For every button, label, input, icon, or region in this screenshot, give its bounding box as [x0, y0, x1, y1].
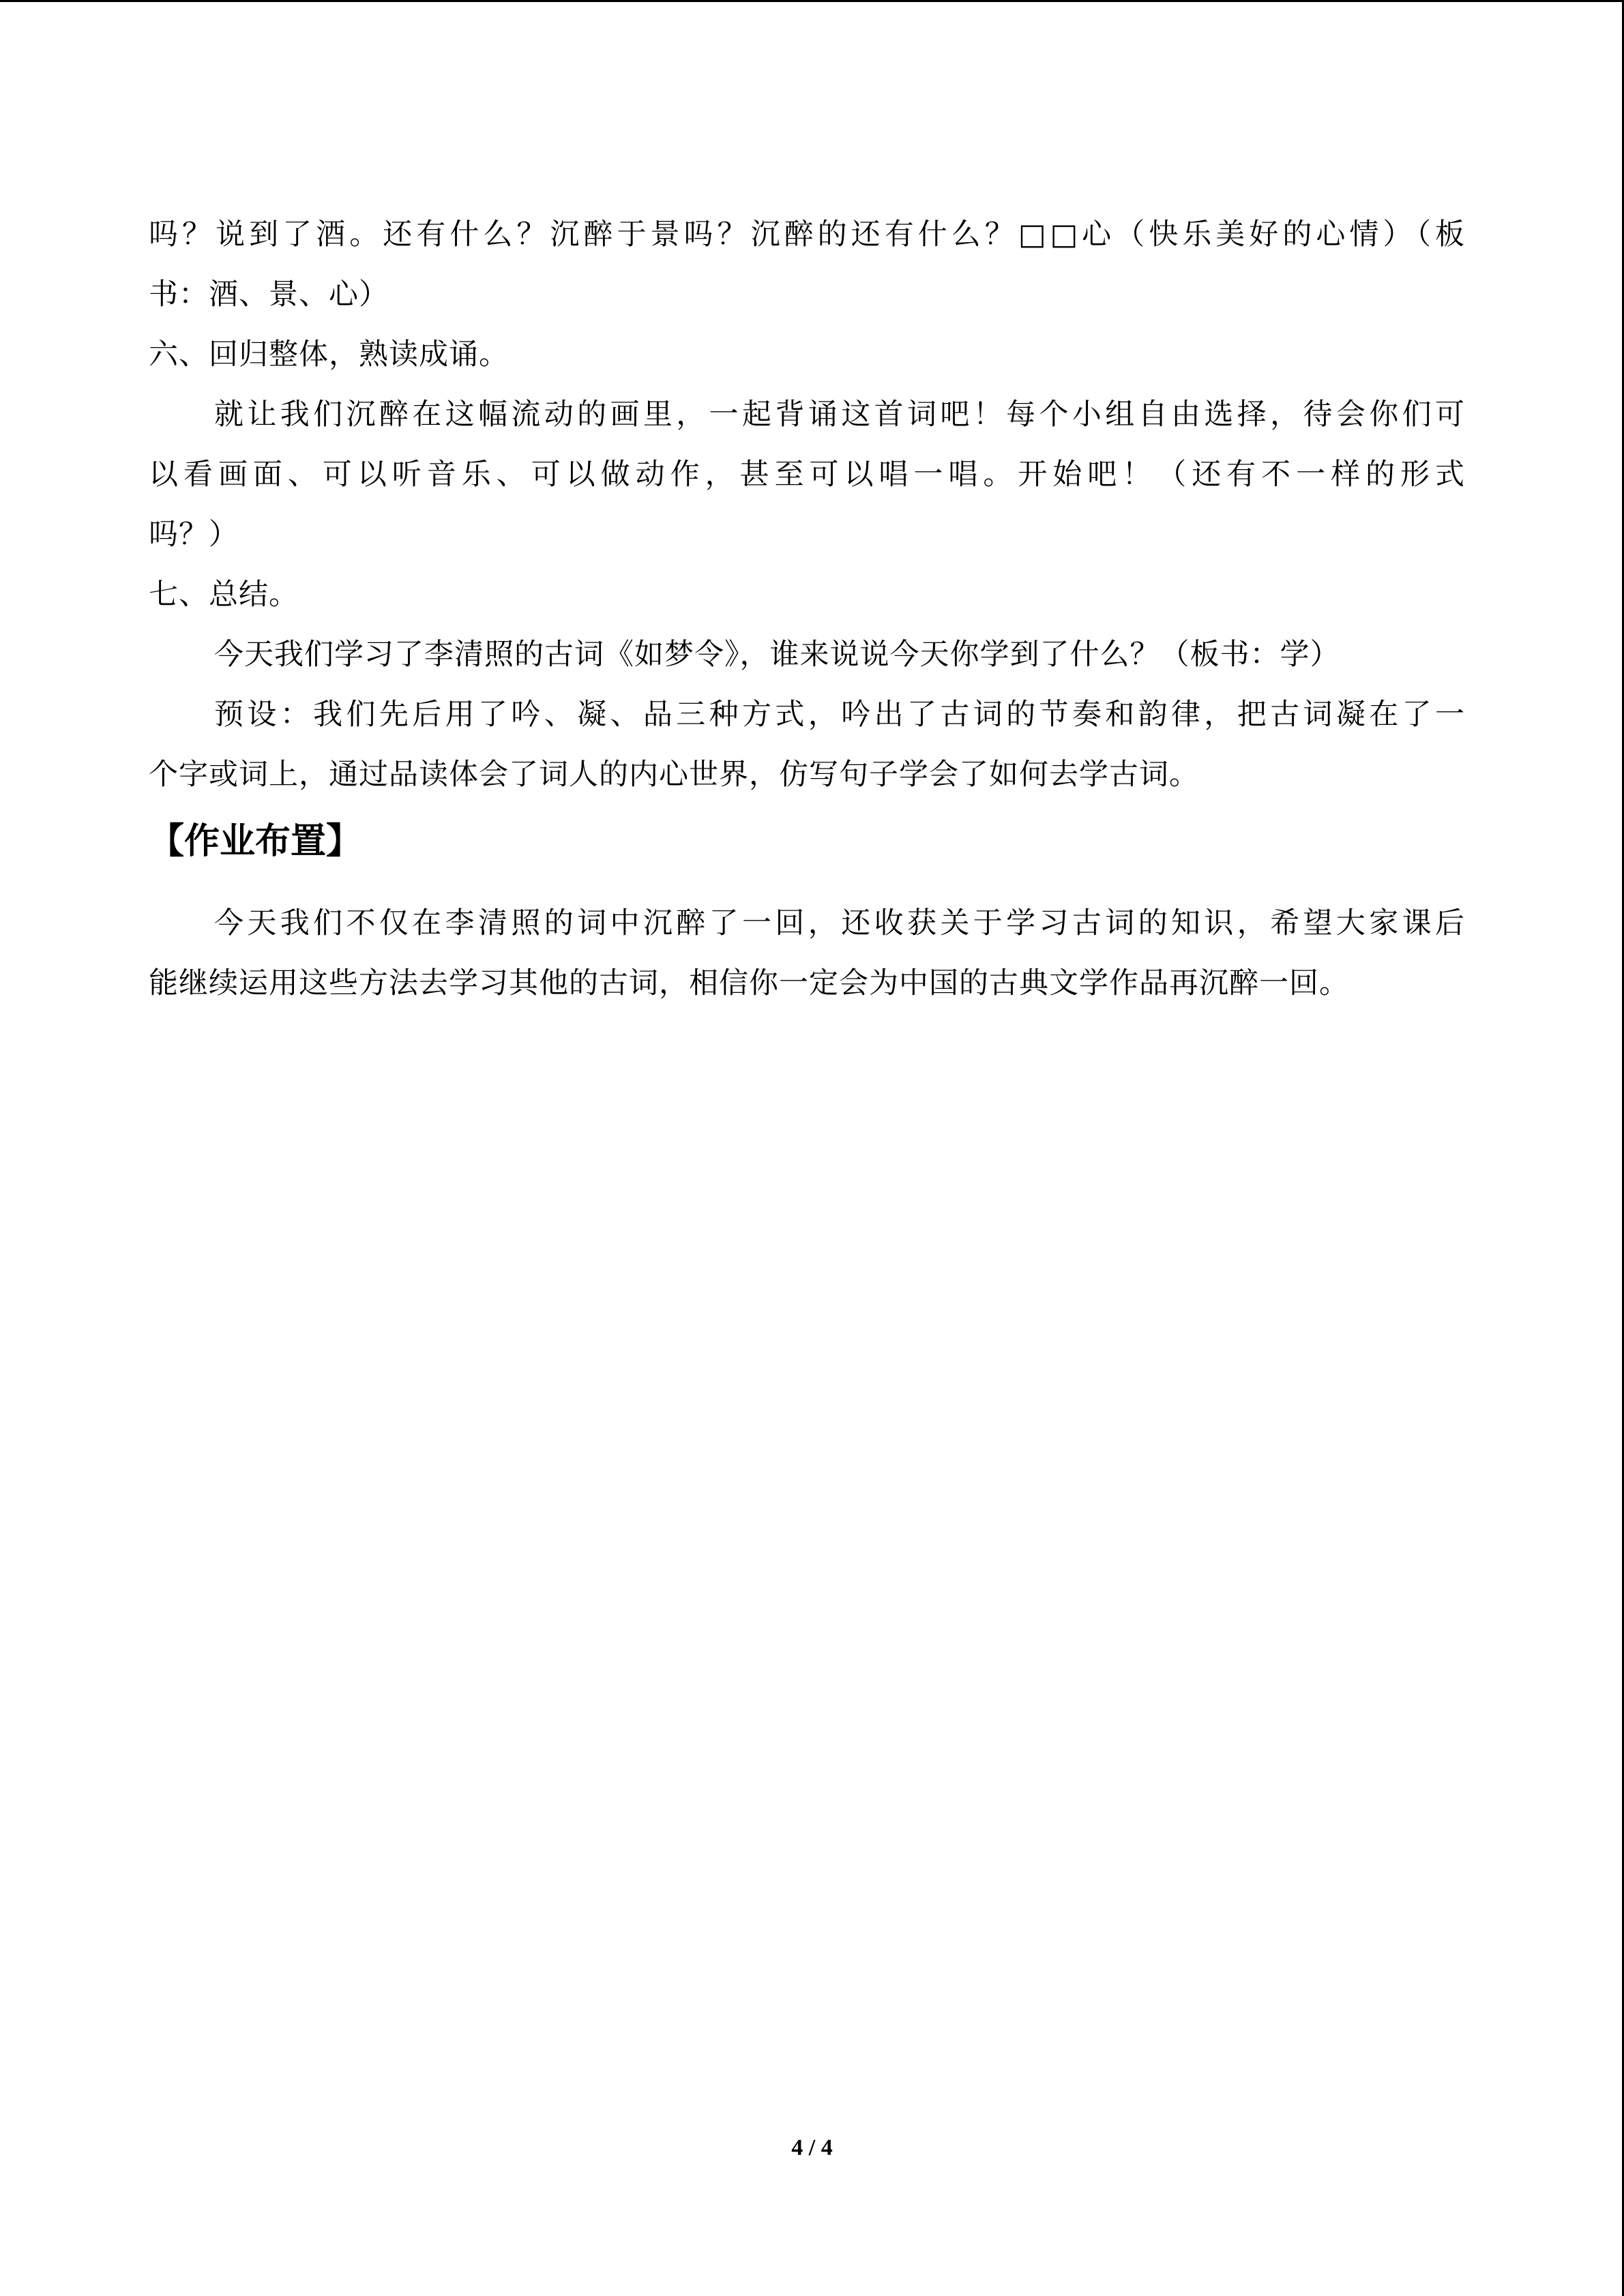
- paragraph-line: 就让我们沉醉在这幅流动的画里，一起背诵这首词吧！每个小组自由选择，待会你们可: [214, 398, 1465, 432]
- paragraph-line: 预设：我们先后用了吟、凝、品三种方式，吟出了古词的节奏和韵律，把古词凝在了一: [214, 698, 1465, 732]
- paragraph-line: 个字或词上，通过品读体会了词人的内心世界，仿写句子学会了如何去学古词。: [149, 758, 1199, 792]
- paragraph-line: 书：酒、景、心）: [149, 278, 389, 312]
- document-page: [149, 205, 1465, 1013]
- paragraph-line: 以看画面、可以听音乐、可以做动作，甚至可以唱一唱。开始吧！（还有不一样的形式: [149, 458, 1465, 492]
- section-heading-six: 六、回归整体，熟读成诵。: [149, 338, 509, 372]
- homework-paragraph-line: 今天我们不仅在李清照的词中沉醉了一回，还收获关于学习古词的知识，希望大家课后: [214, 906, 1465, 940]
- paragraph-line: 吗？）: [149, 518, 239, 552]
- homework-heading: 【作业布置】: [149, 821, 362, 862]
- paragraph-line: 今天我们学习了李清照的古词《如梦令》，谁来说说今天你学到了什么？（板书：学）: [214, 638, 1340, 672]
- section-heading-seven: 七、总结。: [149, 578, 299, 612]
- top-border-line: [0, 0, 1624, 2]
- paragraph-line: 吗？说到了酒。还有什么？沉醉于景吗？沉醉的还有什么？□□心（快乐美好的心情）（板: [149, 218, 1465, 252]
- homework-paragraph-line: 能继续运用这些方法去学习其他的古词，相信你一定会为中国的古典文学作品再沉醉一回。: [149, 966, 1349, 1000]
- page-number: 4 / 4: [791, 2135, 833, 2160]
